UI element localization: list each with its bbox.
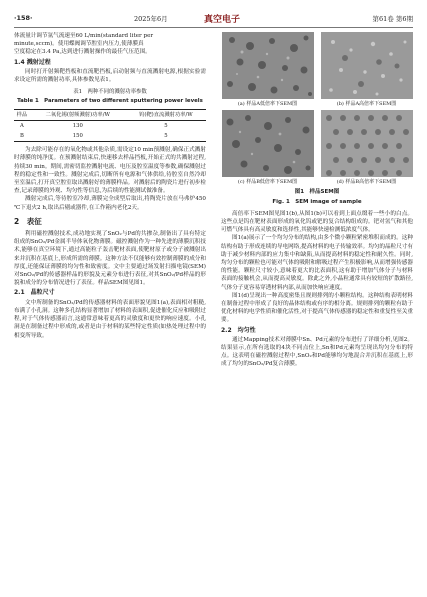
- intro-line-2: minute,sccm)。使用蝶阀调节腔室内压力,使薄膜真: [14, 41, 144, 48]
- heading-1-4: 1.4 溅射过程: [14, 58, 51, 66]
- table-cell: 5: [164, 122, 168, 129]
- intro-line-1: 体流量计调节氩气流速至60 L/min(standard liter per: [14, 33, 154, 39]
- table-cell: 130: [72, 122, 83, 129]
- page-header: [14, 12, 413, 26]
- sem-panel-a: [221, 32, 314, 108]
- table-cell: 150: [72, 133, 83, 140]
- sem-panel-b: [320, 32, 413, 108]
- subcaption-b: (b) 样品A高倍率下SEM图: [336, 101, 397, 107]
- sem-image-a: [222, 32, 314, 99]
- sem-image-c: [222, 110, 314, 177]
- para-1-4: 同时打开射频靶挡板和直流靶挡板,启动射频与直流溅射电源,根据实验需求设定所需的溅射功率,具体参数见表1。: [14, 68, 206, 84]
- table-header-cell: 样品: [16, 111, 28, 118]
- table-cell: A: [19, 122, 24, 129]
- table-header-cell: 钨(靶)直流溅射功率/W: [139, 111, 193, 118]
- power-table: [14, 109, 206, 143]
- subcaption-d: (d) 样品B高倍率下SEM图: [336, 179, 397, 186]
- journal-title: 真空电子: [204, 15, 241, 25]
- table-header-cell: 二氧化锡(射频溅射)功率/W: [45, 111, 110, 118]
- right-column: [221, 32, 413, 369]
- intro-line-3: 空度稳定在3.4 Pa,达到进行溅射操作的最佳气压范围。: [14, 49, 151, 56]
- para-high-mag: 高倍率下SEM图见图1(b),从图1(b)可以看到上面点缀着一些小的白点。这些点是钨在靶材表面形成的氧化钨或钯的复合结构组成的。钯对氢气和其他可燃气体具有高灵敏度和选择性,其能够快速检测低浓度气体。: [221, 210, 413, 234]
- table-caption-en: Table 1 Parameters of two different sputtering power levels: [17, 98, 203, 105]
- subcaption-c: (c) 样品B低倍率下SEM图: [237, 179, 298, 186]
- table-cell: B: [19, 133, 24, 140]
- heading-2-1: 2.1 晶粒尺寸: [14, 289, 55, 297]
- para-2-1: 文中所制备的SnO₂/Pd的传感器材料的表面形貌见图1(a),表面相对粗糙,布满了小孔洞。这种多孔结构显著增加了材料的表面积,促进催化反应和吸附过程,对于气体传感器而言,这通常意味着更高的灵敏度和更快的响应速度。小孔洞是在制备过程中形成的,或者是由于材料的某些特定性质(如热处理过程中的相变所导致。: [14, 299, 206, 339]
- sem-image-b: [321, 32, 413, 99]
- para-dense-grain: 图1(d)呈现出一种高度密集且规则排列的小颗粒结构。这种结构表明材料在制备过程中形成了良好的晶体结构或有序的相分离。规则排列的颗粒有助于优化材料的电学性质和催化活性,对于提高气体传感器的稳定性和重复性至关重要。: [221, 292, 413, 324]
- table-header-row: [14, 109, 206, 120]
- page-number: ·158·: [14, 14, 33, 22]
- table-caption-cn: 表1 两种不同的溅射功率参数: [73, 89, 147, 96]
- para-annealing: 溅射完成后,等待腔室冷却,薄膜完全成型后取出,将陶瓷片放在马弗炉450 ℃下退火2 h,取出后剔或器件,在工作箱内老化2天。: [14, 196, 206, 211]
- para-section-2: 利用磁控溅射技术,成功地实现了SnO₂与Pd的共掺杂,制备出了具有特定组成的SnO₂/Pd金属半导体氧化物薄膜。磁控溅射作为一种先进的薄膜沉积技术,能够在真空环境下,通过高能粒子轰击靶材表面,使靶材原子或分子被溅射出来并沉积在基底上,形成所需的薄膜。这种方法不仅能够有效控制薄膜的成分和厚度,还能保证薄膜的均匀性和致密度。文中主要通过场发射扫描电镜(SEM)对SnO₂/Pd的传感器样品的形貌及元素分布进行表征,对其SnO₂/Pd样品的形貌和成分的分布情况进行了表征。样品SEM图见图1。: [14, 231, 206, 287]
- section-2-heading: 2 表征: [14, 216, 42, 226]
- para-uniform-grain: 图1(a)展示了一个均匀分布的结构,由多个微小颗粒紧密堆积而成的。这种结构有助于形成连续的导电网络,提高材料的电子传输效率。均匀的晶粒尺寸有助于减少材料内部的应力集中和缺陷,从而提高材料的稳定性和耐久性。同时,均匀分布的颗粒也可能对气体的吸附和解吸过程产生积极影响,从而增强传感器的性能。颗粒尺寸较小,意味着更大的比表面积,这有助于增加气体分子与材料表面的接触机会,从而提高灵敏度。除此之外,小晶粒通常具有较短的扩散路径,气体分子更容易穿透材料内部,从而加快响应速度。: [221, 235, 413, 291]
- header-rule: [14, 27, 413, 28]
- para-2-2: 通过Mapping技术对薄膜中Sn、Pd元素的分布进行了详细分析,见图2。结果显示,在所有选取的4块不同点位上,Sn和Pd元素均呈现出均匀分布的特点。这表明在磁控溅射过程中,SnO₂和Pd能够均匀地混合并沉积在基底上,形成了均匀的SnO₂/Pd复合薄膜。: [221, 336, 413, 368]
- sem-figure: [221, 32, 413, 186]
- table-row: [14, 120, 206, 131]
- left-column: [14, 32, 206, 340]
- sem-panel-c: [221, 110, 314, 186]
- subcaption-a: (a) 样品A低倍率下SEM图: [237, 101, 298, 107]
- issue-date: 2025年6月: [134, 15, 168, 23]
- para-pre-sputter: 为去除可能存在的氧化物或其他杂质,需设定10 min预溅射,确保正式溅射时薄膜的纯净度。在预溅射结束后,快速移去样品挡板,开始正式的共溅射过程,持续30 min。期间,需密切监控溅射电流、电压及腔室温度等参数,确保溅射过程的稳定性和一致性。溅射完成后,切断所有电源和气体供给,待腔室自然冷却至室温后,打开真空腔室取出溅射好的薄膜样品。对溅射后的陶瓷片进行初步检查,记录薄膜的外观、均匀性等信息,为后续的性能测试做准备。: [14, 147, 206, 195]
- figure-caption-en: Fig. 1 SEM image of sample: [272, 198, 362, 205]
- table-row: [14, 131, 206, 142]
- volume-issue: 第61卷 第6期: [372, 15, 413, 23]
- heading-2-2: 2.2 均匀性: [221, 326, 256, 334]
- table-cell: 5: [164, 133, 168, 140]
- sem-image-d: [321, 110, 413, 177]
- figure-caption-cn: 图1 样品SEM图: [294, 189, 340, 196]
- sem-panel-d: [320, 110, 413, 186]
